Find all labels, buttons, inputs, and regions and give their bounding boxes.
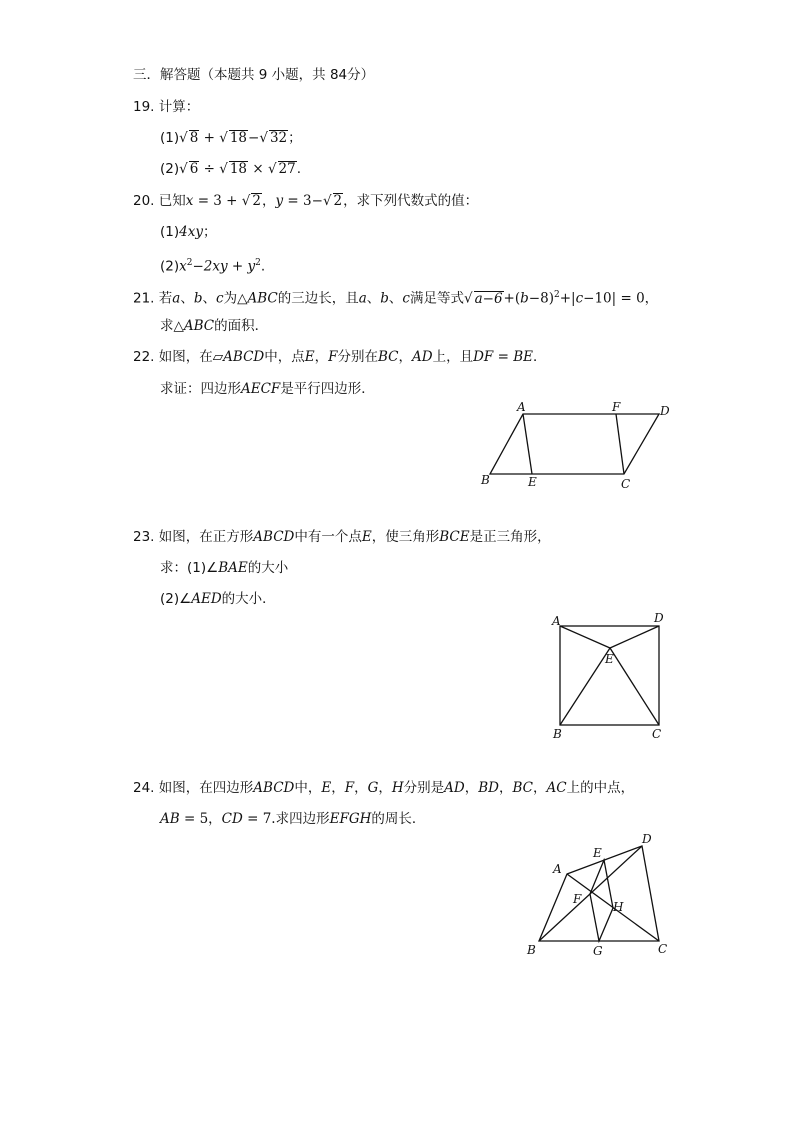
math-expr: 4xy [179,224,203,240]
math-expr: −8) [528,290,554,307]
question-text: 已知 [158,193,186,209]
exponent: 2 [186,258,193,268]
question-number: 22. [133,349,155,365]
math-var: AB [160,811,180,827]
exponent: 2 [255,258,261,268]
figure-quadrilateral [520,828,680,962]
label-A: A [553,862,562,876]
math-var: AD [412,349,433,365]
question-text: 上的中点， [566,780,635,796]
question-23-line3 [160,590,276,608]
math-var: ABC [183,318,215,334]
punctuation: 、 [202,290,216,307]
label-C: C [621,477,631,491]
question-text: 的大小 [247,560,289,576]
question-number: 24. [133,780,155,796]
question-text: (2)∠ [160,591,192,607]
radicand: 27 [278,161,296,177]
math-var: BC [512,780,534,796]
sqrt-sign: √ [179,161,188,177]
math-expr: −2xy + y [192,258,256,275]
sqrt-sign: √ [219,130,228,146]
radicand: 8 [189,130,199,146]
punctuation: 、 [366,290,381,307]
math-var: ABCD [223,349,265,365]
punctuation: . [260,258,266,275]
punctuation: ， [499,780,513,796]
punctuation: ， [378,780,392,796]
question-text: 是正三角形， [469,529,551,545]
radicand: a−6 [474,290,503,307]
punctuation: ； [288,130,302,146]
math-var: a [358,290,367,307]
punctuation: ； [202,224,217,240]
label-F: F [612,400,621,414]
question-text: 满足等式 [409,290,464,307]
math-expr: = 7.求四边形 [242,811,330,827]
sqrt-sign: √ [267,161,277,177]
math-var: F [344,780,355,796]
label-D: D [642,832,652,846]
math-var: a [172,290,181,307]
math-expr: −10| = 0， [583,290,659,307]
question-19-part1 [160,129,302,147]
label-C: C [658,942,668,956]
sqrt-sign: √ [241,193,251,209]
question-20-stem [133,192,478,210]
label-E: E [528,475,537,489]
question-number: 20. [133,193,155,209]
math-var: b [380,290,389,307]
sqrt-sign: √ [463,290,473,307]
label-E: E [593,846,602,860]
label-D: D [654,611,664,625]
question-text: 分别在 [337,349,378,365]
operator: × [252,161,264,177]
question-20-part1 [160,223,216,241]
math-expr: +| [559,290,576,307]
question-19-stem [133,98,199,116]
label-E: E [605,652,614,666]
math-var: c [216,290,224,307]
punctuation: ， [464,780,479,796]
punctuation: ， [354,780,368,796]
label-A: A [552,614,561,628]
part-label: (1) [160,130,180,146]
question-text: 若 [158,290,173,307]
question-24-stem [133,779,634,797]
label-B: B [527,943,536,957]
sqrt-sign: √ [179,130,188,146]
question-number: 21. [133,290,155,307]
math-var: AECF [241,381,281,397]
question-text: 的面积． [214,318,269,334]
radicand: 18 [229,130,248,146]
question-text: 的大小． [221,591,276,607]
question-text: 如图，在正方形 [158,529,254,545]
part-label: (2) [160,258,180,275]
math-var: E [304,349,315,365]
question-text: 的周长． [371,811,426,827]
math-var: EFGH [329,811,372,827]
question-20-part2 [160,254,265,276]
math-var: G [367,780,379,796]
question-text: 上，且 [432,349,474,365]
question-text: 求证：四边形 [160,381,241,397]
question-23-line2 [160,559,288,577]
question-text: 中， [294,780,322,796]
question-text: 的三边长，且 [277,290,359,307]
math-var: x [179,258,187,275]
math-var: AD [444,780,465,796]
radicand: 6 [189,161,199,177]
math-expr: = 3 + [193,193,242,209]
question-text: 计算： [158,99,200,115]
math-var: BCE [439,529,470,545]
math-var: ABCD [253,780,295,796]
label-H: H [613,900,624,914]
math-var: b [193,290,203,307]
question-text: 中，点 [264,349,305,365]
question-22-stem [133,348,546,366]
question-22-line2 [160,380,375,398]
part-label: (2) [160,161,180,177]
math-var: c [402,290,410,307]
label-F: F [573,892,582,906]
operator: − [248,130,260,146]
math-expr: +( [503,290,521,307]
question-text: 如图，在▱ [158,349,224,365]
label-B: B [481,473,490,487]
question-text: 求△ [160,318,184,334]
question-number: 23. [133,529,155,545]
math-expr: = [493,349,514,365]
part-label: (1) [160,224,180,240]
question-number: 19. [133,99,155,115]
question-23-stem [133,528,551,546]
question-text: ，求下列代数式的值： [343,193,479,209]
operator: + [203,130,215,146]
question-text: ，使三角形 [371,529,440,545]
question-21-line2 [160,317,268,335]
label-G: G [593,944,603,958]
label-A: A [517,400,526,414]
question-text: 中有一个点 [294,529,362,545]
sqrt-sign: √ [259,130,268,146]
punctuation: ， [533,780,547,796]
radicand: 2 [333,193,343,209]
punctuation: ， [262,193,276,209]
figure-parallelogram [470,398,680,494]
punctuation: ， [331,780,345,796]
math-var: BAE [218,560,248,576]
operator: ÷ [203,161,215,177]
math-expr: = 5， [179,811,222,827]
math-var: E [321,780,332,796]
question-21-stem [133,286,658,308]
section-title: 三．解答题（本题共 9 小题，共 84分） [133,67,375,83]
radicand: 18 [229,161,248,177]
math-var: AC [546,780,567,796]
punctuation: ． [532,349,547,365]
triangle-symbol: △ [237,290,248,307]
question-text: 求：(1)∠ [160,560,219,576]
punctuation: ， [314,349,329,365]
exponent: 2 [553,290,560,300]
math-expr: = 3− [283,193,323,209]
math-var: F [328,349,338,365]
question-19-part2 [160,160,301,178]
question-text: 分别是 [403,780,445,796]
question-text: 如图，在四边形 [158,780,254,796]
sqrt-sign: √ [219,161,228,177]
figure-square [548,608,678,744]
math-var: AED [191,591,222,607]
question-text: 为 [223,290,238,307]
label-C: C [652,727,662,741]
sqrt-sign: √ [322,193,332,209]
label-D: D [660,404,670,418]
math-var: ABC [247,290,278,307]
math-var: x [185,193,194,209]
punctuation: 、 [388,290,403,307]
punctuation: ， [398,349,412,365]
punctuation: 、 [180,290,194,307]
radicand: 32 [269,130,288,146]
question-24-line2 [160,810,425,828]
label-B: B [553,727,562,741]
math-var: BC [377,349,399,365]
math-var: b [520,290,529,307]
question-text: 是平行四边形． [280,381,375,397]
math-var: E [361,529,372,545]
math-var: BD [478,780,499,796]
math-var: c [575,290,584,307]
math-var: BE [513,349,533,365]
radicand: 2 [252,193,261,209]
math-var: H [391,780,404,796]
math-var: DF [473,349,494,365]
punctuation: . [296,161,302,177]
math-var: ABCD [253,529,295,545]
math-var: y [275,193,284,209]
math-var: CD [221,811,243,827]
